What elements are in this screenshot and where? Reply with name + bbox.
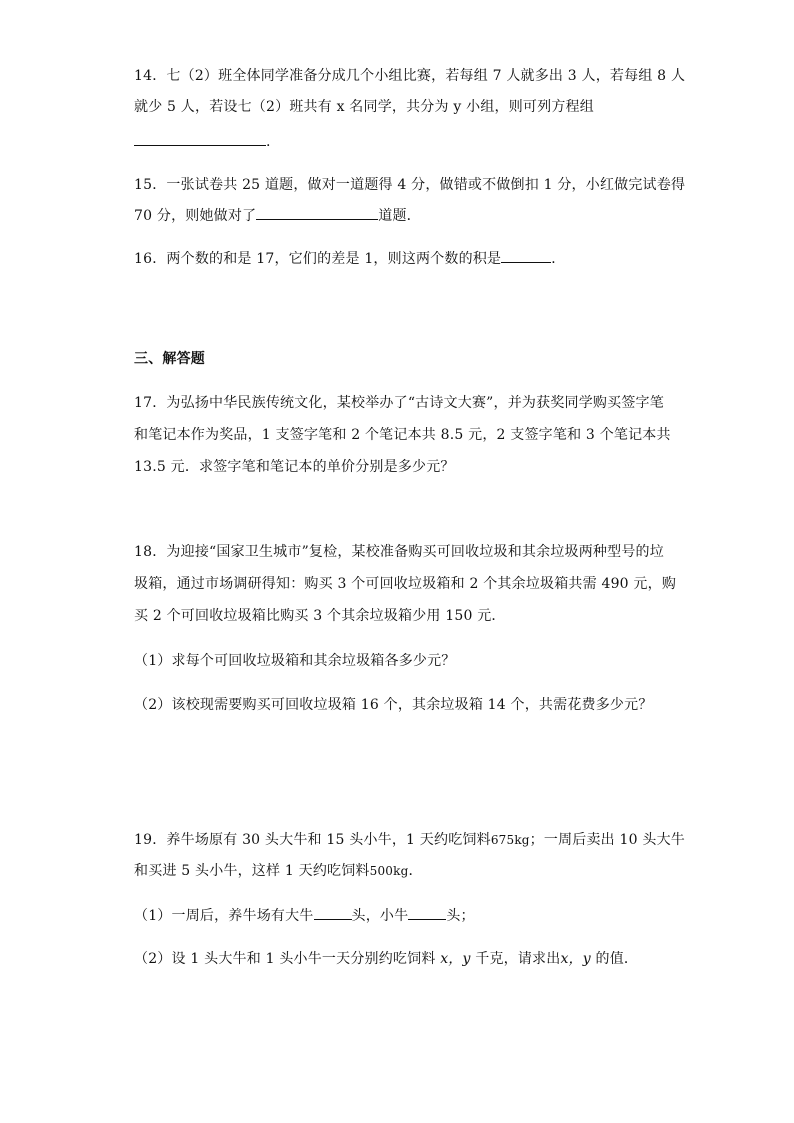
q19-line-1 bbox=[134, 830, 685, 850]
q17-line-2: 和笔记本作为奖品，1 支签字笔和 2 个笔记本共 8.5 元，2 支签字笔和 3 个笔记本共 bbox=[134, 427, 671, 443]
q15-line-1: 15．一张试卷共 25 道题，做对一道题得 4 分，做错或不做倒扣 1 分，小红做完试卷得 bbox=[134, 177, 686, 193]
q14-line-2: 就少 5 人，若设七（2）班共有 x 名同学，共分为 y 小组，则可列方程组 bbox=[134, 99, 594, 115]
q19-sub2-pre: （2）设 1 头大牛和 1 头小牛一天分别约吃饲料 bbox=[134, 951, 436, 967]
q18-line-2: 圾箱，通过市场调研得知：购买 3 个可回收垃圾箱和 2 个其余垃圾箱共需 490 元，购 bbox=[134, 576, 677, 592]
q18-sub-question-1: （1）求每个可回收垃圾箱和其余垃圾箱各多少元？ bbox=[134, 653, 456, 669]
q19-line1-post: ；一周后卖出 10 头大牛 bbox=[529, 832, 685, 848]
q19-line2-pre: 和买进 5 头小牛，这样 1 天约吃饲料 bbox=[134, 863, 370, 879]
q15-answer-blank[interactable] bbox=[256, 205, 378, 220]
q16-answer-blank[interactable] bbox=[501, 248, 551, 263]
q19-line1-pre: 19．养牛场原有 30 头大牛和 15 头小牛，1 天约吃饲料 bbox=[134, 832, 491, 848]
q19-small-cattle-blank[interactable] bbox=[408, 905, 446, 920]
q16-text-post: ． bbox=[551, 251, 566, 267]
q15-text-post: 道题． bbox=[378, 208, 421, 224]
q16-text-pre: 16．两个数的和是 17，它们的差是 1，则这两个数的积是 bbox=[134, 251, 502, 267]
q19-feed-amount-2: 500kg bbox=[369, 864, 409, 878]
q16-line bbox=[134, 248, 565, 269]
q19-sub-question-1 bbox=[134, 905, 475, 926]
q15-text-pre: 70 分，则她做对了 bbox=[134, 208, 257, 224]
q14-line-1: 14．七（2）班全体同学准备分成几个小组比赛，若每组 7 人就多出 3 人，若每组 8 人 bbox=[134, 68, 686, 84]
q19-sub1-mid: 头，小牛 bbox=[351, 908, 409, 924]
q14-period: . bbox=[266, 134, 271, 150]
q19-line2-post: ． bbox=[408, 863, 423, 879]
q17-line-1: 17．为弘扬中华民族传统文化，某校举办了“古诗文大赛”，并为获奖同学购买签字笔 bbox=[134, 395, 664, 411]
q19-line-2 bbox=[134, 861, 423, 881]
q19-sub-question-2 bbox=[134, 949, 638, 969]
q14-answer-blank[interactable] bbox=[134, 131, 266, 146]
q18-line-1: 18．为迎接“国家卫生城市”复检，某校准备购买可回收垃圾和其余垃圾两种型号的垃 bbox=[134, 544, 664, 560]
q19-variables-1: x，y bbox=[440, 951, 471, 967]
q19-sub2-mid: 千克，请求出 bbox=[475, 951, 561, 967]
q14-answer-line bbox=[134, 131, 271, 152]
q19-feed-amount-1: 675kg bbox=[490, 833, 530, 847]
q19-sub1-post: 头； bbox=[446, 908, 475, 924]
q19-sub1-pre: （1）一周后，养牛场有大牛 bbox=[134, 908, 314, 924]
q19-sub2-post: 的值． bbox=[595, 951, 639, 967]
q18-sub-question-2: （2）该校现需要购买可回收垃圾箱 16 个，其余垃圾箱 14 个，共需花费多少元？ bbox=[134, 697, 653, 713]
q15-line-2 bbox=[134, 205, 421, 226]
q19-big-cattle-blank[interactable] bbox=[314, 905, 352, 920]
q17-line-3: 13.5 元．求签字笔和笔记本的单价分别是多少元？ bbox=[134, 459, 455, 475]
q19-variables-2: x，y bbox=[560, 951, 591, 967]
section-title: 三、解答题 bbox=[134, 351, 205, 367]
q18-line-3: 买 2 个可回收垃圾箱比购买 3 个其余垃圾箱少用 150 元． bbox=[134, 608, 506, 624]
